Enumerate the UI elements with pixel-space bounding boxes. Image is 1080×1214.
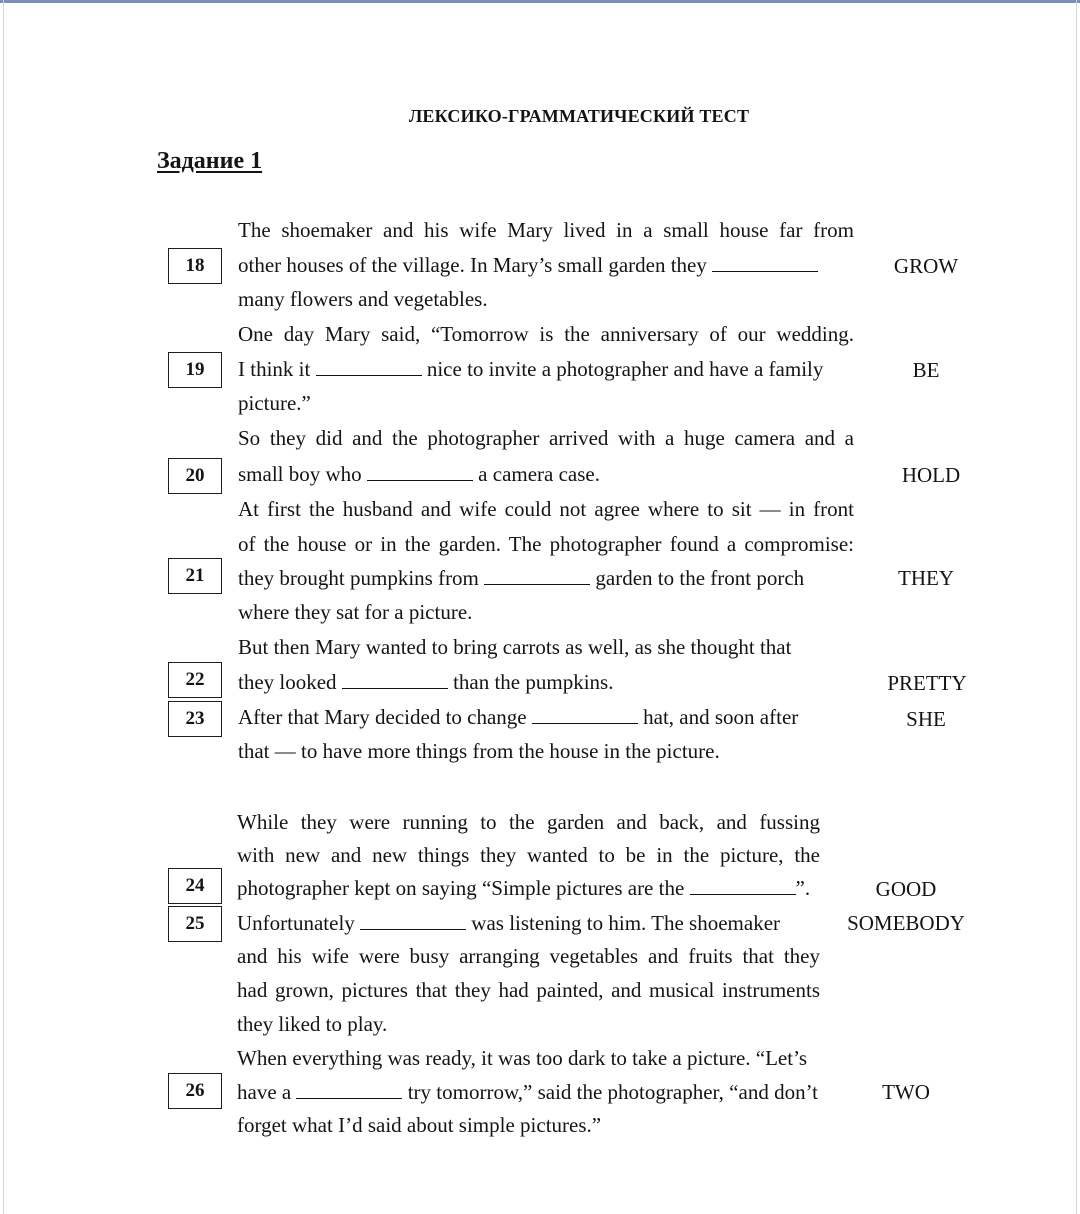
text-line: with new and new things they wanted to be in the picture, the <box>237 843 820 867</box>
item-number-box: 21 <box>168 558 222 594</box>
text-line: where they sat for a picture. <box>238 600 473 624</box>
text-line: small boy who a camera case. <box>238 462 600 486</box>
text-line: they liked to play. <box>237 1012 388 1036</box>
text-line: After that Mary decided to change hat, and soon after <box>238 705 799 729</box>
text-line: that — to have more things from the house in the picture. <box>238 739 720 763</box>
text-line: When everything was ready, it was too dark to take a picture. “Let’s <box>237 1046 808 1070</box>
page-right-edge <box>1076 0 1077 1214</box>
text-line: Unfortunately was listening to him. The shoemaker <box>237 911 781 935</box>
page-title: ЛЕКСИКО-ГРАММАТИЧЕСКИЙ ТЕСТ <box>408 106 750 126</box>
answer-blank-24[interactable] <box>690 878 796 895</box>
key-word: GOOD <box>875 877 937 901</box>
text-line: have a try tomorrow,” said the photographer, “and don’t <box>237 1080 819 1104</box>
text-line: While they were running to the garden and back, and fussing <box>237 810 820 834</box>
key-word: TWO <box>882 1080 930 1104</box>
text-line: of the house or in the garden. The photographer found a compromise: <box>238 532 854 556</box>
answer-blank-25[interactable] <box>360 913 466 930</box>
answer-blank-20[interactable] <box>367 464 473 481</box>
text-line: they looked than the pumpkins. <box>238 670 614 694</box>
text-line: forget what I’d said about simple pictures.” <box>237 1113 602 1137</box>
key-word: HOLD <box>901 463 961 487</box>
item-number-box: 24 <box>168 868 222 904</box>
text-line: other houses of the village. In Mary’s small garden they <box>238 251 818 279</box>
key-word: GROW <box>893 254 959 278</box>
page-left-edge <box>3 0 4 1214</box>
key-word: BE <box>912 358 940 382</box>
key-word: SOMEBODY <box>847 911 965 935</box>
text-line: One day Mary said, “Tomorrow is the anniversary of our wedding. <box>238 322 854 346</box>
item-number-box: 23 <box>168 701 222 737</box>
answer-blank-21[interactable] <box>484 568 590 585</box>
text-line: picture.” <box>238 391 311 415</box>
item-number-box: 19 <box>168 352 222 388</box>
window-top-border <box>0 0 1080 3</box>
answer-blank-26[interactable] <box>296 1082 402 1099</box>
key-word: SHE <box>906 707 946 731</box>
item-number-box: 22 <box>168 662 222 698</box>
text-line: But then Mary wanted to bring carrots as well, as she thought that <box>238 635 792 659</box>
item-number-box: 20 <box>168 458 222 494</box>
text-line: many flowers and vegetables. <box>238 287 488 311</box>
item-number-box: 18 <box>168 248 222 284</box>
text-line: So they did and the photographer arrived with a huge camera and a <box>238 426 854 450</box>
key-word: PRETTY <box>887 671 967 695</box>
answer-blank-19[interactable] <box>316 359 422 376</box>
text-line: I think it nice to invite a photographer and have a family <box>238 357 824 381</box>
text-line: photographer kept on saying “Simple pictures are the ”. <box>237 876 811 900</box>
answer-blank-23[interactable] <box>532 707 638 724</box>
text-line: The shoemaker and his wife Mary lived in a small house far from <box>238 218 854 242</box>
answer-blank-18[interactable] <box>712 255 818 272</box>
answer-blank-22[interactable] <box>342 672 448 689</box>
text-line: At first the husband and wife could not agree where to sit — in front <box>238 497 854 521</box>
key-word: THEY <box>898 566 954 590</box>
item-number-box: 25 <box>168 906 222 942</box>
task-heading: Задание 1 <box>157 148 263 174</box>
text-line: they brought pumpkins from garden to the front porch <box>238 566 805 590</box>
text-line: had grown, pictures that they had painted, and musical instruments <box>237 978 820 1002</box>
text-line: and his wife were busy arranging vegetables and fruits that they <box>237 944 820 968</box>
item-number-box: 26 <box>168 1073 222 1109</box>
